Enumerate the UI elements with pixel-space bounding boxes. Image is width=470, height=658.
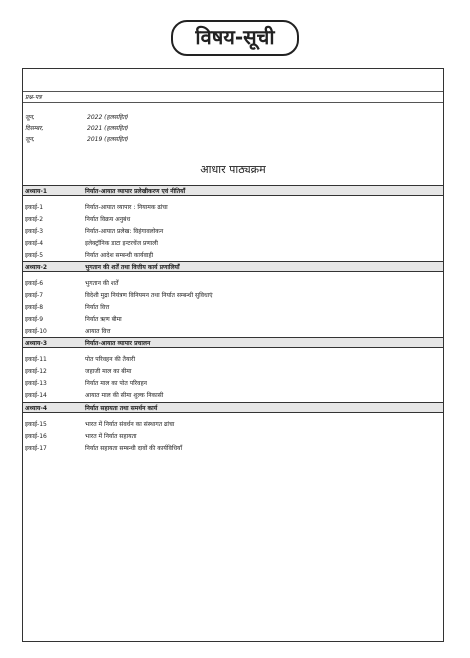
chapter-title: निर्यात-आयात व्यापार प्रलेखीकरण एवं नीतियाँ <box>85 188 186 195</box>
unit-title: निर्यात ऋण बीमा <box>85 316 122 323</box>
unit-title: विदेशी मुद्रा नियंत्रण विनियमन तथा निर्यात सम्बन्धी सुविधाएं <box>85 292 213 299</box>
unit-row <box>23 301 443 313</box>
chapter-row <box>23 185 443 196</box>
unit-row <box>23 377 443 389</box>
chapter-title: निर्यात सहायता तथा समर्थन कार्य <box>85 405 158 412</box>
unit-row <box>23 313 443 325</box>
unit-row <box>23 249 443 261</box>
unit-row <box>23 225 443 237</box>
unit-title: निर्यात माल का पोत परिवहन <box>85 380 147 387</box>
paper-month: दिसम्बर, <box>25 125 44 132</box>
unit-label: इकाई-10 <box>25 328 47 335</box>
unit-row <box>23 289 443 301</box>
page-title: विषय-सूची <box>171 20 298 56</box>
unit-label: इकाई-1 <box>25 204 44 211</box>
unit-label: इकाई-2 <box>25 216 44 223</box>
unit-label: इकाई-8 <box>25 304 44 311</box>
unit-label: इकाई-4 <box>25 240 44 247</box>
unit-label: इकाई-9 <box>25 316 44 323</box>
unit-row <box>23 237 443 249</box>
question-paper-label: प्रश्न-पत्र <box>25 94 42 101</box>
unit-title: निर्यात-आयात व्यापार : नियामक ढांचा <box>85 204 168 211</box>
unit-label: इकाई-17 <box>25 445 47 452</box>
unit-row <box>23 430 443 442</box>
unit-row <box>23 277 443 289</box>
unit-row <box>23 418 443 430</box>
chapter-label: अध्याय-2 <box>25 264 48 271</box>
unit-label: इकाई-15 <box>25 421 47 428</box>
unit-title: आयात माल की सीमा शुल्क निकासी <box>85 392 164 399</box>
unit-label: इकाई-5 <box>25 252 44 259</box>
unit-row <box>23 353 443 365</box>
chapter-row <box>23 261 443 272</box>
unit-title: निर्यात आदेश सम्बन्धी कार्यवाही <box>85 252 154 259</box>
paper-year: 2021 (हलसहित) <box>87 125 129 132</box>
paper-month: जून, <box>25 114 35 121</box>
unit-row <box>23 325 443 337</box>
chapter-title: भुगतान की शर्तें तथा वित्तीय कार्य प्रणालियाँ <box>85 264 180 271</box>
unit-title: निर्यात-आयात प्रलेख: विहंगावलोकन <box>85 228 164 235</box>
unit-label: इकाई-16 <box>25 433 47 440</box>
unit-label: इकाई-7 <box>25 292 44 299</box>
chapter-title: निर्यात-आयात व्यापार प्रचालन <box>85 340 151 347</box>
chapter-label: अध्याय-1 <box>25 188 48 195</box>
divider <box>23 91 443 92</box>
title-area <box>0 20 470 56</box>
unit-label: इकाई-13 <box>25 380 47 387</box>
chapter-label: अध्याय-4 <box>25 405 48 412</box>
unit-row <box>23 213 443 225</box>
unit-label: इकाई-3 <box>25 228 44 235</box>
unit-row <box>23 389 443 401</box>
paper-year: 2022 (हलसहित) <box>87 114 129 121</box>
unit-title: निर्यात सहायता सम्बन्धी दावों की कार्यविधियाँ <box>85 445 183 452</box>
unit-label: इकाई-11 <box>25 356 47 363</box>
unit-title: जहाजी माल का बीमा <box>85 368 132 375</box>
unit-label: इकाई-6 <box>25 280 44 287</box>
unit-title: भारत में निर्यात संवर्धन का संस्थागत ढांचा <box>85 421 175 428</box>
contents-frame <box>22 68 444 642</box>
chapter-row <box>23 402 443 413</box>
unit-row <box>23 365 443 377</box>
unit-title: इलेक्ट्रॉनिक डाटा इन्टरचेंज प्रणाली <box>85 240 158 247</box>
unit-title: निर्यात वित्त <box>85 304 110 311</box>
paper-month: जून, <box>25 136 35 143</box>
section-heading: आधार पाठ्यक्रम <box>200 163 266 176</box>
unit-title: आयात वित्त <box>85 328 111 335</box>
unit-title: पोत परिवहन की तैयारी <box>85 356 135 363</box>
divider <box>23 102 443 103</box>
chapter-label: अध्याय-3 <box>25 340 48 347</box>
unit-label: इकाई-12 <box>25 368 47 375</box>
chapter-row <box>23 337 443 348</box>
unit-title: भुगतान की शर्तें <box>85 280 119 287</box>
unit-row <box>23 442 443 454</box>
unit-row <box>23 201 443 213</box>
paper-year: 2019 (हलसहित) <box>87 136 129 143</box>
unit-title: भारत में निर्यात सहायता <box>85 433 137 440</box>
unit-title: निर्यात विक्रय अनुबंध <box>85 216 131 223</box>
unit-label: इकाई-14 <box>25 392 47 399</box>
